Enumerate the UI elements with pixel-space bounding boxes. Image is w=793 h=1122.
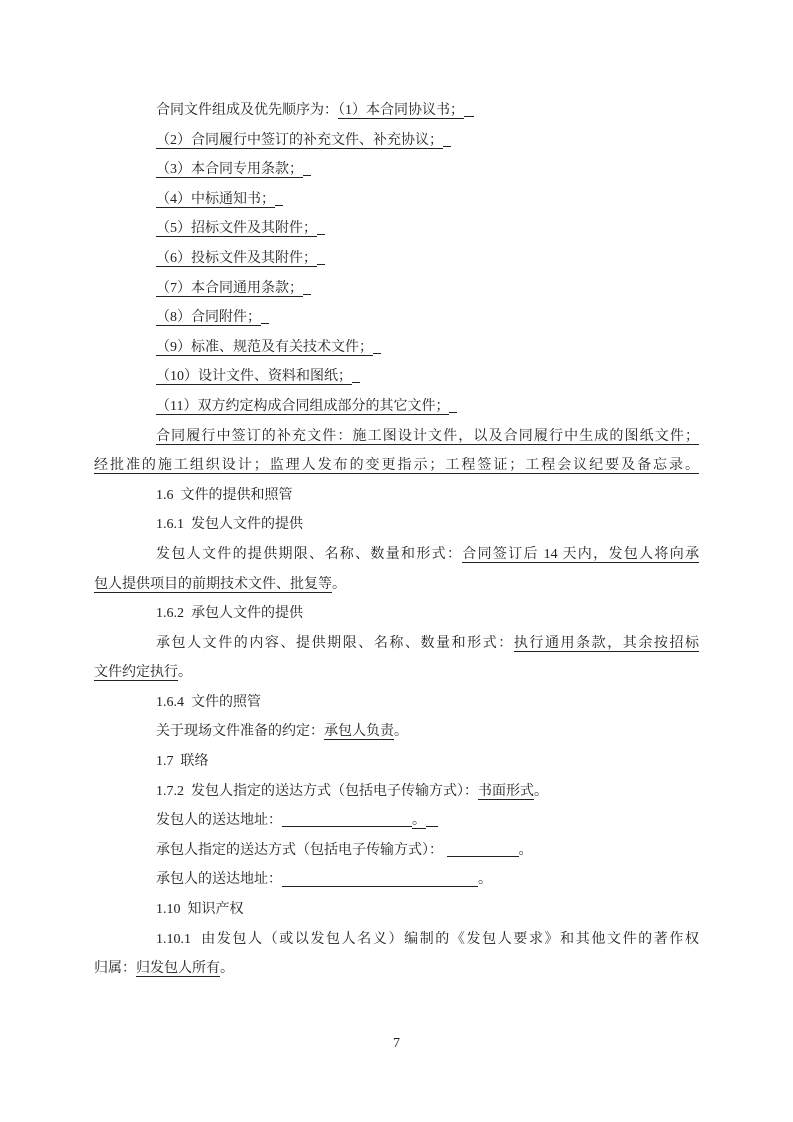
text: 。	[394, 724, 408, 740]
document-line	[94, 303, 699, 333]
text: 1.7.2 发包人指定的送达方式（包括电子传输方式）：	[156, 783, 478, 799]
document-line	[94, 214, 699, 244]
blank-underline-field	[317, 219, 325, 235]
blank-underline-field	[303, 160, 311, 176]
underlined-text: （9）标准、规范及有关技术文件；	[156, 339, 373, 355]
document-line	[94, 599, 699, 629]
blank-underline-field	[352, 367, 360, 383]
text: 1.6.2 承包人文件的提供	[156, 606, 303, 622]
blank-underline-field	[426, 811, 438, 827]
text: 1.6.4 文件的照管	[156, 694, 261, 710]
underlined-text: 合同履行中签订的补充文件：施工图设计文件，以及合同履行中生成的图纸文件；	[156, 428, 699, 444]
blank-underline-field	[282, 870, 478, 886]
underlined-text: 文件约定执行	[94, 665, 178, 681]
document-line	[94, 274, 699, 304]
document-line	[94, 658, 699, 688]
document-line	[94, 362, 699, 392]
underlined-text: 。	[412, 813, 426, 829]
blank-underline-field	[443, 130, 451, 146]
underlined-text: （6）投标文件及其附件；	[156, 250, 317, 266]
document-line	[94, 806, 699, 836]
document-line	[94, 451, 699, 481]
underlined-text: （10）设计文件、资料和图纸；	[156, 369, 352, 385]
underlined-text: 经批准的施工组织设计；监理人发布的变更指示；工程签证；工程会议纪要及备忘录。	[94, 458, 699, 474]
document-line	[94, 510, 699, 540]
text: 1.10 知识产权	[156, 902, 244, 918]
blank-underline-field	[449, 397, 457, 413]
text: 归属：	[94, 961, 136, 977]
document-line	[94, 392, 699, 422]
underlined-text: （11）双方约定构成合同组成部分的其它文件；	[156, 398, 450, 414]
text: 。	[178, 665, 192, 681]
blank-underline-field	[447, 841, 519, 857]
text: 承包人的送达地址：	[156, 872, 282, 888]
blank-underline-field	[282, 811, 412, 827]
text: 合同文件组成及优先顺序为：	[156, 103, 338, 118]
document-line	[94, 126, 699, 156]
document-line	[94, 895, 699, 925]
document-line	[94, 481, 699, 511]
document-line	[94, 422, 699, 452]
underlined-text: 包人提供项目的前期技术文件、批复等	[94, 576, 332, 592]
document-line	[94, 96, 699, 126]
document-line	[94, 777, 699, 807]
document-line	[94, 540, 699, 570]
blank-underline-field	[303, 278, 311, 294]
underlined-text: （1）本合同协议书；	[338, 103, 464, 118]
text: 。	[518, 842, 533, 858]
blank-underline-field	[373, 337, 381, 353]
document-line	[94, 629, 699, 659]
text: 1.7 联络	[156, 754, 209, 770]
underlined-text: 归发包人所有	[136, 961, 220, 977]
blank-underline-field	[464, 101, 474, 117]
document-line	[94, 244, 699, 274]
text: 1.6.1 发包人文件的提供	[156, 517, 303, 533]
document-line	[94, 185, 699, 215]
document-line	[94, 747, 699, 777]
blank-underline-field	[317, 249, 325, 265]
text: 。	[534, 783, 548, 799]
document-line	[94, 333, 699, 363]
document-line	[94, 865, 699, 895]
underlined-text: 执行通用条款，其余按招标	[513, 635, 699, 651]
underlined-text: （3）本合同专用条款；	[156, 162, 303, 178]
underlined-text: （7）本合同通用条款；	[156, 280, 303, 296]
text: 发包人的送达地址：	[156, 813, 282, 829]
text: 。	[332, 576, 346, 592]
blank-underline-field	[275, 189, 283, 205]
document-line	[94, 925, 699, 955]
document-line	[94, 688, 699, 718]
text: 1.6 文件的提供和照管	[156, 487, 293, 503]
text: 发包人文件的提供期限、名称、数量和形式：	[156, 546, 463, 562]
underlined-text: （5）招标文件及其附件；	[156, 221, 317, 237]
text: 承包人指定的送达方式（包括电子传输方式）：	[156, 842, 447, 858]
blank-underline-field	[261, 308, 269, 324]
document-line	[94, 836, 699, 866]
text: 。	[220, 961, 234, 977]
underlined-text: 合同签订后 14 天内，发包人将向承	[462, 546, 699, 562]
text: 关于现场文件准备的约定：	[156, 724, 324, 740]
page-number: 7	[393, 1036, 400, 1051]
document-line	[94, 155, 699, 185]
text: 。	[478, 872, 492, 888]
underlined-text: 承包人负责	[324, 724, 394, 740]
document-line	[94, 570, 699, 600]
document-lines	[94, 96, 699, 984]
text: 1.10.1 由发包人（或以发包人名义）编制的《发包人要求》和其他文件的著作权	[156, 931, 699, 947]
document-line	[94, 954, 699, 984]
text: 承包人文件的内容、提供期限、名称、数量和形式：	[156, 635, 514, 651]
underlined-text: （2）合同履行中签订的补充文件、补充协议；	[156, 132, 443, 148]
underlined-text: （4）中标通知书；	[156, 191, 275, 207]
document-line	[94, 717, 699, 747]
underlined-text: 书面形式	[478, 783, 534, 799]
underlined-text: （8）合同附件；	[156, 310, 261, 326]
